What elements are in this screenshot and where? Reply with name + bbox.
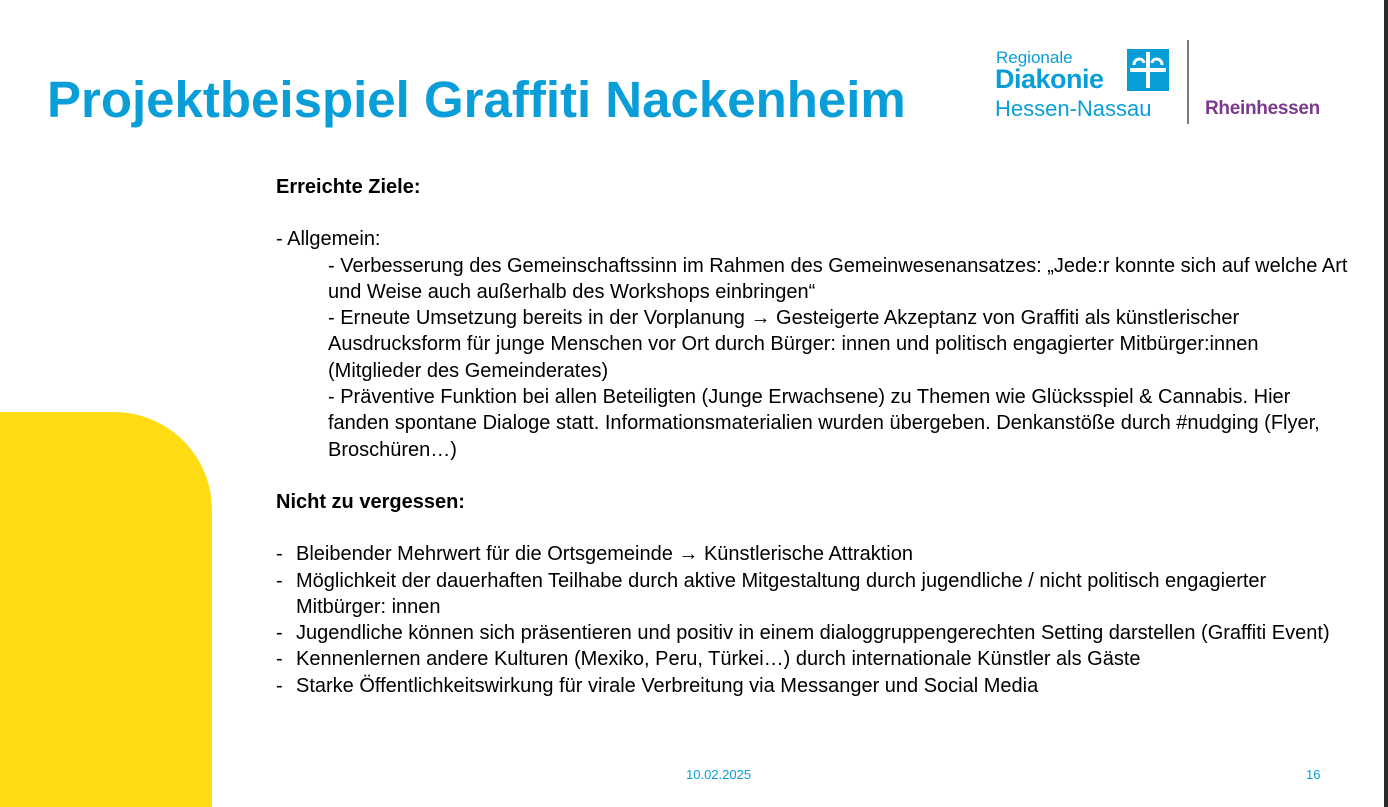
slide-edge-border: [1384, 0, 1388, 807]
diakonie-cross-icon: [1127, 49, 1169, 91]
slide-content: [276, 174, 1356, 699]
diakonie-logo: [994, 40, 1334, 130]
list-item-text: Möglichkeit der dauerhaften Teilhabe durch aktive Mitgestaltung durch jugendliche / nicht politisch engagierter Mitbürger: innen: [296, 569, 1267, 618]
not-to-forget-list: [276, 541, 1356, 699]
footer-page-number: 16: [1306, 767, 1321, 782]
list-item: - Starke Öffentlichkeitswirkung für virale Verbreitung via Messanger und Social Media: [276, 674, 1039, 697]
list-item-text: Starke Öffentlichkeitswirkung für virale Verbreitung via Messanger und Social Media: [296, 674, 1039, 697]
yellow-decorative-shape: [0, 412, 212, 807]
list-item-text: Bleibender Mehrwert für die Ortsgemeinde → Künstlerische Attraktion: [296, 543, 913, 566]
list-item-text: Jugendliche können sich präsentieren und positiv in einem dialoggruppengerechten Setting darstellen (Graffiti Event): [296, 622, 1330, 645]
logo-text-hessen-nassau: Hessen-Nassau: [995, 96, 1152, 121]
goal-point: - Erneute Umsetzung bereits in der Vorplanung → Gesteigerte Akzeptanz von Graffiti als künstlerischer Ausdrucksform für junge Menschen vor Ort durch Bürger: innen und politisch engagierter Mitbürger:innen (Mitglieder des Gemeinderates): [328, 307, 1259, 382]
general-label: - Allgemein:: [276, 228, 381, 251]
section-heading-achieved-goals: Erreichte Ziele:: [276, 176, 421, 198]
footer-date: 10.02.2025: [686, 767, 752, 782]
list-item: - Kennenlernen andere Kulturen (Mexiko, Peru, Türkei…) durch internationale Künstler als Gäste: [276, 648, 1141, 671]
logo-text-region: Rheinhessen: [1205, 98, 1320, 119]
goal-point: - Verbesserung des Gemeinschaftssinn im Rahmen des Gemeinwesenansatzes: „Jede:r konnte sich auf welche Art und Weise auch außerhalb des Workshops einbringen“: [328, 254, 1348, 303]
logo-text-regionale: Regionale: [996, 48, 1073, 67]
section-heading-not-to-forget: Nicht zu vergessen:: [276, 490, 465, 513]
logo-text-diakonie: Diakonie: [995, 64, 1104, 94]
list-item-text: Kennenlernen andere Kulturen (Mexiko, Peru, Türkei…) durch internationale Künstler als Gäste: [296, 648, 1141, 671]
list-item: - Jugendliche können sich präsentieren und positiv in einem dialoggruppengerechten Setting darstellen (Graffiti Event): [276, 622, 1330, 645]
list-item: - Bleibender Mehrwert für die Ortsgemeinde → Künstlerische Attraktion: [276, 543, 913, 566]
slide-title: Projektbeispiel Graffiti Nackenheim: [47, 71, 906, 128]
general-points: [276, 253, 1356, 463]
logo-divider: [1187, 40, 1189, 124]
goal-point: - Präventive Funktion bei allen Beteiligten (Junge Erwachsene) zu Themen wie Glücksspiel & Cannabis. Hier fanden spontane Dialoge statt. Informationsmaterialien wurden übergeben. Denkanstöße durch #nudging (Flyer, Broschüren…): [328, 386, 1320, 461]
list-item: - Möglichkeit der dauerhaften Teilhabe durch aktive Mitgestaltung durch jugendliche / nicht politisch engagierter Mitbürger: innen: [276, 569, 1267, 618]
